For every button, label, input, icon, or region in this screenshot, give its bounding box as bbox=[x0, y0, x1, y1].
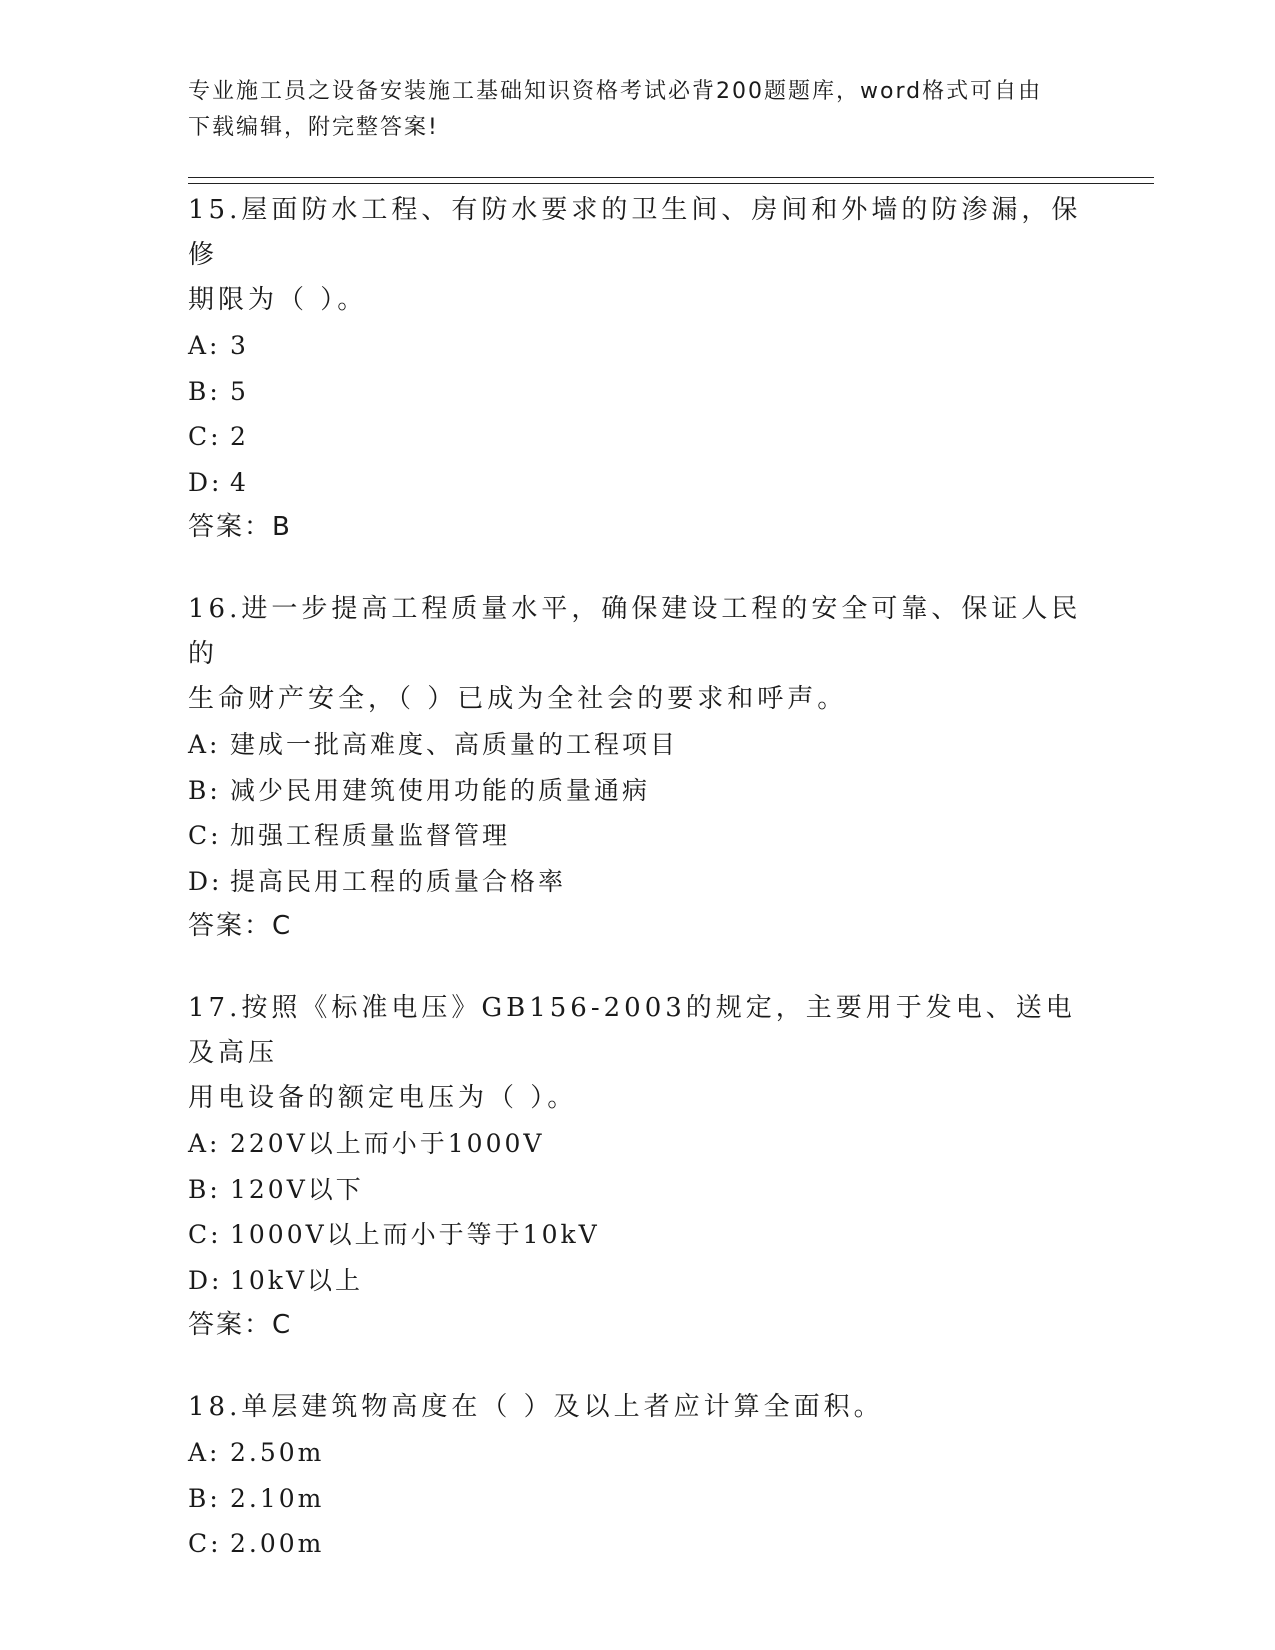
option-c bbox=[188, 414, 1088, 460]
question-stem-line: 期限为（ ）。 bbox=[188, 285, 368, 315]
option-a bbox=[188, 1430, 1088, 1476]
option-text: 1000V以上而小于等于10kV bbox=[230, 1220, 600, 1249]
option-a bbox=[188, 1121, 1088, 1167]
option-b bbox=[188, 768, 1088, 814]
question-15 bbox=[188, 188, 1088, 549]
option-text: 2.50m bbox=[230, 1438, 325, 1467]
option-c bbox=[188, 1212, 1088, 1258]
question-stem-line: 用电设备的额定电压为（ ）。 bbox=[188, 1083, 578, 1113]
answer-line: 答案：C bbox=[188, 911, 293, 941]
option-text: 4 bbox=[230, 467, 249, 497]
question-16 bbox=[188, 587, 1088, 948]
option-key: B: bbox=[188, 376, 221, 406]
option-a bbox=[188, 323, 1088, 369]
option-text: 提高民用工程的质量合格率 bbox=[230, 866, 567, 896]
option-key: C: bbox=[188, 1220, 222, 1249]
option-key: A: bbox=[188, 730, 221, 759]
option-text: 2.10m bbox=[230, 1483, 325, 1513]
option-key: D: bbox=[188, 866, 223, 896]
option-text: 建成一批高难度、高质量的工程项目 bbox=[230, 730, 679, 759]
option-b bbox=[188, 1476, 1088, 1522]
option-key: C: bbox=[188, 1529, 222, 1558]
option-b bbox=[188, 369, 1088, 415]
option-text: 减少民用建筑使用功能的质量通病 bbox=[230, 775, 651, 805]
option-b bbox=[188, 1167, 1088, 1213]
option-d bbox=[188, 460, 1088, 506]
option-key: A: bbox=[188, 1129, 221, 1158]
option-key: C: bbox=[188, 422, 222, 451]
option-key: A: bbox=[188, 331, 221, 360]
option-key: D: bbox=[188, 1265, 223, 1295]
option-text: 5 bbox=[230, 376, 249, 406]
option-text: 220V以上而小于1000V bbox=[230, 1129, 545, 1158]
question-stem-line: 15.屋面防水工程、有防水要求的卫生间、房间和外墙的防渗漏，保修 bbox=[188, 195, 1082, 270]
header-rule-bottom bbox=[188, 183, 1154, 184]
question-stem-line: 16.进一步提高工程质量水平，确保建设工程的安全可靠、保证人民的 bbox=[188, 594, 1082, 669]
option-key: A: bbox=[188, 1438, 221, 1467]
option-c bbox=[188, 1521, 1088, 1567]
option-key: C: bbox=[188, 821, 222, 850]
question-stem-line: 18.单层建筑物高度在（ ）及以上者应计算全面积。 bbox=[188, 1392, 884, 1422]
option-key: B: bbox=[188, 1174, 221, 1204]
question-stem-line: 17.按照《标准电压》GB156-2003的规定，主要用于发电、送电及高压 bbox=[188, 993, 1076, 1068]
option-text: 加强工程质量监督管理 bbox=[230, 821, 511, 850]
header-rule-top bbox=[188, 177, 1154, 178]
option-key: B: bbox=[188, 1483, 221, 1513]
header-line-2: 下载编辑，附完整答案! bbox=[188, 115, 439, 140]
question-stem-line: 生命财产安全，（ ）已成为全社会的要求和呼声。 bbox=[188, 684, 848, 714]
option-text: 10kV以上 bbox=[230, 1265, 364, 1295]
answer-line: 答案：C bbox=[188, 1310, 293, 1340]
option-key: B: bbox=[188, 775, 221, 805]
answer-line: 答案：B bbox=[188, 512, 292, 542]
option-text: 2.00m bbox=[230, 1529, 325, 1558]
option-c bbox=[188, 813, 1088, 859]
option-text: 2 bbox=[230, 422, 249, 451]
document-header bbox=[188, 74, 1088, 146]
option-text: 3 bbox=[230, 331, 249, 360]
question-18 bbox=[188, 1385, 1088, 1567]
option-key: D: bbox=[188, 467, 223, 497]
header-line-1: 专业施工员之设备安装施工基础知识资格考试必背200题题库，word格式可自由 bbox=[188, 79, 1043, 104]
option-a bbox=[188, 722, 1088, 768]
option-d bbox=[188, 1258, 1088, 1304]
question-list bbox=[188, 188, 1088, 1605]
question-17 bbox=[188, 986, 1088, 1347]
option-text: 120V以下 bbox=[230, 1174, 364, 1204]
option-d bbox=[188, 859, 1088, 905]
